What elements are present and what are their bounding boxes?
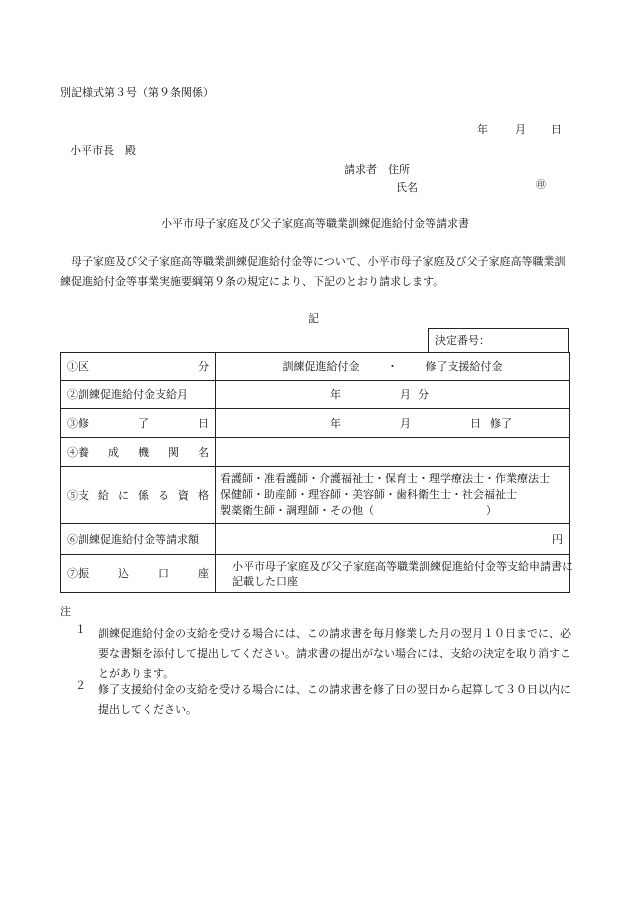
amount-label: ⑥訓練促進給付金等請求額 [61,524,216,555]
date-month: 月 [515,123,526,136]
table-row [61,555,570,593]
note-number: １ [75,623,86,636]
date-year: 年 [477,123,488,136]
addressee: 小平市長 殿 [70,144,136,157]
completion-date-value[interactable]: 年 月 日 修了 [216,409,570,438]
completion-date-label: ③修 了 日 [61,409,216,438]
training-institution-value[interactable] [216,438,570,467]
table-row [61,353,570,381]
payment-month-label: ②訓練促進給付金支給月 [61,381,216,409]
date-day: 日 [551,123,562,136]
note-text: 修了支援給付金の支給を受ける場合には、この請求書を修了日の翌日から起算して３０日以内に提出してください。 [98,683,571,716]
table-row [61,524,570,555]
table-row [61,381,570,409]
table-row [61,467,570,524]
note-text: 訓練促進給付金の支給を受ける場合には、この請求書を毎月修業した月の翌月１０日までに、必要な書類を添付して提出してください。請求書の提出がない場合には、支給の決定を取り消すことがあります。 [98,627,571,680]
bank-account-label: ⑦振 込 口 座 [61,555,216,593]
table-row [61,438,570,467]
date-line [477,124,562,135]
ki-heading: 記 [308,312,319,325]
training-institution-label: ④養 成 機 関 名 [61,438,216,467]
decision-number-label: 決定番号： [435,334,490,347]
requester-address-label: 請求者 住所 [344,163,410,176]
amount-value[interactable]: 円 [216,524,570,555]
category-label: ①区 分 [61,353,216,381]
seal-icon: ㊞ [536,180,546,191]
qualification-options[interactable]: 看護師・准看護師・介護福祉士・保育士・理学療法士・作業療法士 保健師・助産師・理容師・美容師・歯科衛生士・社会福祉士 製薬衛生師・調理師・その他（ ） [216,467,570,524]
notes-heading: 注 [60,605,71,618]
bank-account-value: 小平市母子家庭及び父子家庭高等職業訓練促進給付金等支給申請書に記載した口座 [216,555,570,593]
qualification-label: ⑤支 給 に 係 る 資 格 [61,467,216,524]
table-row [61,409,570,438]
request-table [60,352,573,593]
payment-month-value[interactable]: 年 月 分 [216,381,570,409]
form-reference: 別記様式第３号（第９条関係） [60,86,214,99]
requester-name-label: 氏名 [396,181,418,194]
decision-number-box [428,328,569,352]
request-statement: 母子家庭及び父子家庭高等職業訓練促進給付金等について、小平市母子家庭及び父子家庭高等職業訓練促進給付金等事業実施要綱第９条の規定により、下記のとおり請求します。 [60,255,566,288]
category-value[interactable]: 訓練促進給付金 ・ 修了支援給付金 [216,353,570,381]
document-title: 小平市母子家庭及び父子家庭高等職業訓練促進給付金等請求書 [161,217,469,230]
note-number: ２ [75,679,86,692]
